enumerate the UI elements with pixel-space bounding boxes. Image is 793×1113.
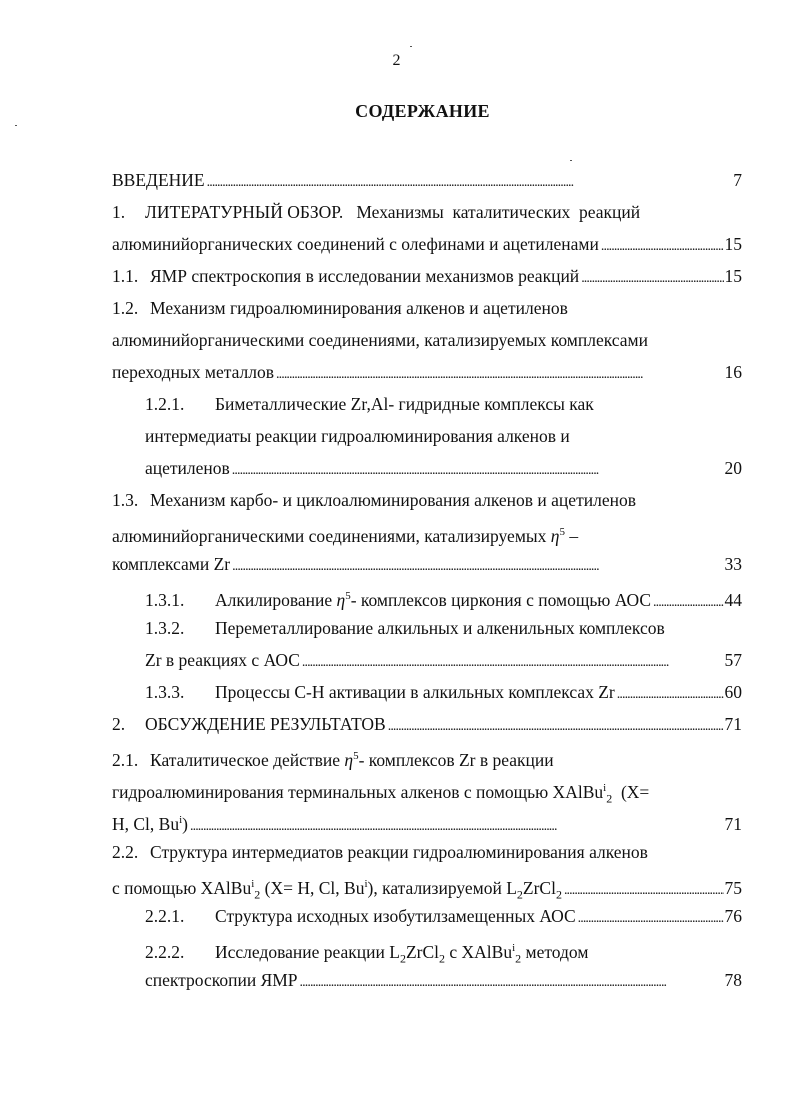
text-run: ZrCl [522, 877, 556, 898]
dot-leader [576, 900, 724, 932]
text-run: Алкилирование [215, 589, 337, 610]
toc-entry-number: 1.3.3. [145, 682, 185, 702]
toc-entry-label-cont [112, 868, 562, 900]
toc-entry-label-cont: Zr в реакциях с АОС [145, 650, 300, 670]
eta-symbol: η [344, 749, 354, 770]
subscript: 2 [555, 887, 562, 900]
toc-entry-label: Процессы С-Н активации в алкильных комплексах Zr [215, 682, 615, 702]
toc-entry-2-1[interactable] [112, 740, 742, 836]
superscript: i [364, 878, 368, 890]
toc-entry-label: ОБСУЖДЕНИЕ РЕЗУЛЬТАТОВ [145, 714, 386, 734]
toc-entry-number: 1.3. [112, 490, 139, 510]
toc-entry-label: ВВЕДЕНИЕ [112, 170, 205, 190]
text-run: методом [521, 941, 589, 962]
dot-leader [562, 872, 724, 900]
toc-page-number: 60 [724, 682, 742, 702]
text-run: H, Cl, Bu [112, 813, 180, 834]
subscript: 2 [399, 951, 406, 964]
scan-speck [15, 125, 17, 126]
superscript: 5 [353, 750, 359, 762]
dot-leader [298, 964, 724, 996]
toc-entry-1-3-2[interactable] [112, 612, 742, 676]
scan-speck [570, 160, 572, 161]
dot-leader [205, 164, 733, 196]
toc-entry-number: 1.3.1. [145, 589, 185, 610]
subscript: 2 [606, 791, 613, 804]
toc-entry-label: ЯМР спектроскопия в исследовании механизмов реакций [150, 266, 580, 286]
toc-entry-label: Структура интермедиатов реакции гидроалюминирования алкенов [150, 842, 648, 862]
dot-leader [230, 548, 723, 580]
toc-page-number: 15 [724, 266, 742, 286]
toc-entry-intro[interactable] [112, 164, 742, 196]
toc-entry-number: 1.3.2. [145, 618, 185, 638]
dot-leader [615, 676, 724, 708]
toc-entry-number: 2.2. [112, 842, 139, 862]
toc-entry-label: Структура исходных изобутилзамещенных АОС [215, 906, 576, 926]
subscript: 2 [515, 951, 522, 964]
toc-entry-label-cont: алюминийорганическими соединениями, катализируемых комплексами [112, 330, 648, 350]
text-run: (X= H, Cl, Bu [260, 877, 365, 898]
toc-entry-number: 2.1. [112, 749, 139, 770]
toc-entry-1-3[interactable] [112, 484, 742, 580]
toc-entry-label: Механизм гидроалюминирования алкенов и ацетиленов [150, 298, 568, 318]
text-run: алюминийорганическими соединениями, катализируемых [112, 525, 551, 546]
superscript: i [603, 782, 607, 794]
toc-entry-number: 2.2.2. [145, 941, 185, 962]
toc-entry-label-cont [112, 772, 742, 804]
dot-leader [599, 228, 724, 260]
toc-entry-number: 1. [112, 202, 126, 222]
toc-page-number: 20 [724, 458, 742, 478]
text-run: Исследование реакции L [215, 941, 400, 962]
toc-entry-1[interactable] [112, 196, 742, 260]
dot-leader [300, 644, 724, 676]
subscript: 2 [254, 887, 261, 900]
toc-entry-number: 2.2.1. [145, 906, 185, 926]
toc-entry-number: 2. [112, 714, 126, 734]
toc-entry-label: ЛИТЕРАТУРНЫЙ ОБЗОР. Механизмы каталитических реакций [145, 202, 641, 222]
toc-page-number: 71 [724, 714, 742, 734]
toc-entry-number: 1.1. [112, 266, 139, 286]
text-run: ) [182, 813, 188, 834]
dot-leader [651, 584, 723, 612]
toc-entry-label-cont: спектроскопии ЯМР [145, 970, 298, 990]
dot-leader [230, 452, 724, 484]
dot-leader [386, 708, 724, 740]
toc-entry-label-cont: переходных металлов [112, 362, 275, 382]
text-run: (X= [612, 781, 650, 802]
toc-entry-1-2[interactable] [112, 292, 742, 388]
text-run: - комплексов Zr в реакции [358, 749, 554, 770]
toc-page-number: 33 [724, 554, 742, 574]
dot-leader [188, 808, 724, 836]
eta-symbol: η [550, 525, 560, 546]
toc-entry-2-2[interactable] [112, 836, 742, 900]
toc-entry-1-3-1[interactable] [112, 580, 742, 612]
toc-entry-2-2-1[interactable] [112, 900, 742, 932]
superscript: 5 [345, 590, 351, 602]
page-number: 2 [392, 52, 401, 69]
toc-page-number: 16 [724, 362, 742, 382]
toc-page-number: 75 [724, 877, 742, 898]
toc-page-number: 44 [724, 589, 742, 610]
page-title: СОДЕРЖАНИЕ [355, 101, 490, 121]
subscript: 2 [439, 951, 445, 964]
text-run: с помощью XAlBu [112, 877, 252, 898]
toc-entry-label-cont [112, 516, 742, 548]
toc-entry-label-cont [112, 804, 188, 836]
text-run: гидроалюминирования терминальных алкенов с помощью XAlBu [112, 781, 604, 802]
toc-entry-2[interactable] [112, 708, 742, 740]
eta-symbol: η [336, 589, 346, 610]
toc-entry-label: Биметаллические Zr,Al- гидридные комплексы как [215, 394, 594, 414]
text-run: Каталитическое действие [150, 749, 345, 770]
text-run: – [564, 525, 579, 546]
toc-entry-number: 1.2.1. [145, 394, 185, 414]
table-of-contents [112, 164, 742, 996]
toc-entry-2-2-2[interactable] [112, 932, 742, 996]
text-run: с XAlBu [445, 941, 513, 962]
toc-entry-number: 1.2. [112, 298, 139, 318]
toc-page-number: 15 [724, 234, 742, 254]
superscript: i [512, 942, 516, 954]
dot-leader [274, 356, 723, 388]
toc-entry-1-3-3[interactable] [112, 676, 742, 708]
toc-entry-label: Механизм карбо- и циклоалюминирования алкенов и ацетиленов [150, 490, 636, 510]
dot-leader [579, 260, 723, 292]
superscript: i [179, 814, 183, 826]
toc-entry-label-cont: интермедиаты реакции гидроалюминирования алкенов и [145, 426, 570, 446]
toc-page-number: 7 [733, 170, 742, 190]
toc-page-number: 78 [724, 970, 742, 990]
toc-entry-1-2-1[interactable] [112, 388, 742, 484]
text-run: ), катализируемой L [367, 877, 517, 898]
text-run: ZrCl [405, 941, 439, 962]
text-run: - комплексов циркония с помощью АОС [350, 589, 652, 610]
superscript: i [251, 878, 255, 890]
toc-entry-label-cont: комплексами Zr [112, 554, 231, 574]
toc-page-number: 71 [724, 813, 742, 834]
superscript: 5 [559, 526, 565, 538]
toc-page-number: 57 [724, 650, 742, 670]
toc-entry-label-cont: ацетиленов [145, 458, 230, 478]
toc-entry-label-cont: алюминийорганических соединений с олефинами и ацетиленами [112, 234, 599, 254]
toc-page-number: 76 [724, 906, 742, 926]
subscript: 2 [516, 887, 523, 900]
scan-speck [410, 46, 412, 47]
toc-entry-1-1[interactable] [112, 260, 742, 292]
toc-entry-label: Переметаллирование алкильных и алкенильных комплексов [215, 618, 665, 638]
